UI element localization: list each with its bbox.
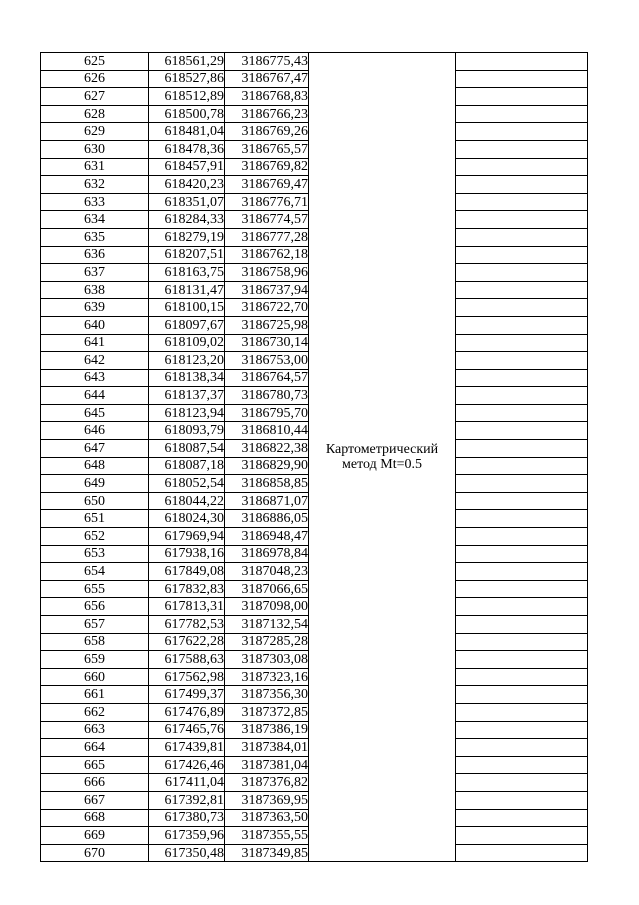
point-number-cell: 629 [41, 123, 149, 141]
empty-cell [456, 616, 588, 634]
y-coordinate-cell: 3187363,50 [225, 809, 309, 827]
empty-cell [456, 264, 588, 282]
point-number-cell: 641 [41, 334, 149, 352]
empty-cell [456, 668, 588, 686]
y-coordinate-cell: 3186758,96 [225, 264, 309, 282]
empty-cell [456, 510, 588, 528]
x-coordinate-cell: 618163,75 [149, 264, 225, 282]
empty-cell [456, 651, 588, 669]
x-coordinate-cell: 618100,15 [149, 299, 225, 317]
y-coordinate-cell: 3187285,28 [225, 633, 309, 651]
x-coordinate-cell: 618207,51 [149, 246, 225, 264]
x-coordinate-cell: 618527,86 [149, 70, 225, 88]
empty-cell [456, 844, 588, 862]
empty-cell [456, 528, 588, 546]
empty-cell [456, 369, 588, 387]
x-coordinate-cell: 618420,23 [149, 176, 225, 194]
x-coordinate-cell: 618138,34 [149, 369, 225, 387]
empty-cell [456, 88, 588, 106]
x-coordinate-cell: 617392,81 [149, 791, 225, 809]
table-row [41, 53, 588, 71]
y-coordinate-cell: 3186769,82 [225, 158, 309, 176]
empty-cell [456, 563, 588, 581]
empty-cell [456, 281, 588, 299]
x-coordinate-cell: 617832,83 [149, 580, 225, 598]
y-coordinate-cell: 3187355,55 [225, 827, 309, 845]
y-coordinate-cell: 3186777,28 [225, 228, 309, 246]
point-number-cell: 628 [41, 105, 149, 123]
x-coordinate-cell: 618097,67 [149, 316, 225, 334]
empty-cell [456, 457, 588, 475]
x-coordinate-cell: 618137,37 [149, 387, 225, 405]
x-coordinate-cell: 618093,79 [149, 422, 225, 440]
empty-cell [456, 422, 588, 440]
point-number-cell: 667 [41, 791, 149, 809]
x-coordinate-cell: 617411,04 [149, 774, 225, 792]
empty-cell [456, 334, 588, 352]
point-number-cell: 631 [41, 158, 149, 176]
x-coordinate-cell: 618500,78 [149, 105, 225, 123]
empty-cell [456, 70, 588, 88]
point-number-cell: 640 [41, 316, 149, 334]
y-coordinate-cell: 3187098,00 [225, 598, 309, 616]
y-coordinate-cell: 3186776,71 [225, 193, 309, 211]
y-coordinate-cell: 3186765,57 [225, 140, 309, 158]
y-coordinate-cell: 3187323,16 [225, 668, 309, 686]
x-coordinate-cell: 617439,81 [149, 739, 225, 757]
coordinates-table-body [41, 53, 588, 862]
x-coordinate-cell: 617350,48 [149, 844, 225, 862]
x-coordinate-cell: 618284,33 [149, 211, 225, 229]
point-number-cell: 626 [41, 70, 149, 88]
empty-cell [456, 53, 588, 71]
x-coordinate-cell: 617588,63 [149, 651, 225, 669]
y-coordinate-cell: 3186769,47 [225, 176, 309, 194]
y-coordinate-cell: 3186858,85 [225, 475, 309, 493]
point-number-cell: 648 [41, 457, 149, 475]
point-number-cell: 639 [41, 299, 149, 317]
point-number-cell: 635 [41, 228, 149, 246]
x-coordinate-cell: 617622,28 [149, 633, 225, 651]
empty-cell [456, 316, 588, 334]
y-coordinate-cell: 3187369,95 [225, 791, 309, 809]
y-coordinate-cell: 3186725,98 [225, 316, 309, 334]
point-number-cell: 625 [41, 53, 149, 71]
empty-cell [456, 140, 588, 158]
point-number-cell: 637 [41, 264, 149, 282]
point-number-cell: 651 [41, 510, 149, 528]
coordinates-table [40, 52, 588, 862]
y-coordinate-cell: 3186768,83 [225, 88, 309, 106]
empty-cell [456, 492, 588, 510]
x-coordinate-cell: 617813,31 [149, 598, 225, 616]
point-number-cell: 660 [41, 668, 149, 686]
y-coordinate-cell: 3186737,94 [225, 281, 309, 299]
x-coordinate-cell: 618351,07 [149, 193, 225, 211]
point-number-cell: 649 [41, 475, 149, 493]
point-number-cell: 645 [41, 404, 149, 422]
x-coordinate-cell: 618087,54 [149, 440, 225, 458]
y-coordinate-cell: 3187048,23 [225, 563, 309, 581]
method-cell [309, 53, 456, 862]
empty-cell [456, 404, 588, 422]
y-coordinate-cell: 3187303,08 [225, 651, 309, 669]
x-coordinate-cell: 618087,18 [149, 457, 225, 475]
empty-cell [456, 545, 588, 563]
x-coordinate-cell: 618044,22 [149, 492, 225, 510]
x-coordinate-cell: 617476,89 [149, 703, 225, 721]
point-number-cell: 668 [41, 809, 149, 827]
point-number-cell: 665 [41, 756, 149, 774]
x-coordinate-cell: 617969,94 [149, 528, 225, 546]
x-coordinate-cell: 618123,94 [149, 404, 225, 422]
point-number-cell: 659 [41, 651, 149, 669]
point-number-cell: 666 [41, 774, 149, 792]
x-coordinate-cell: 617380,73 [149, 809, 225, 827]
empty-cell [456, 352, 588, 370]
x-coordinate-cell: 618131,47 [149, 281, 225, 299]
x-coordinate-cell: 618457,91 [149, 158, 225, 176]
x-coordinate-cell: 618279,19 [149, 228, 225, 246]
empty-cell [456, 739, 588, 757]
point-number-cell: 630 [41, 140, 149, 158]
empty-cell [456, 211, 588, 229]
y-coordinate-cell: 3187356,30 [225, 686, 309, 704]
point-number-cell: 664 [41, 739, 149, 757]
y-coordinate-cell: 3187372,85 [225, 703, 309, 721]
empty-cell [456, 756, 588, 774]
point-number-cell: 654 [41, 563, 149, 581]
empty-cell [456, 703, 588, 721]
y-coordinate-cell: 3186810,44 [225, 422, 309, 440]
empty-cell [456, 387, 588, 405]
x-coordinate-cell: 617499,37 [149, 686, 225, 704]
x-coordinate-cell: 617938,16 [149, 545, 225, 563]
point-number-cell: 642 [41, 352, 149, 370]
y-coordinate-cell: 3186774,57 [225, 211, 309, 229]
empty-cell [456, 475, 588, 493]
x-coordinate-cell: 618478,36 [149, 140, 225, 158]
point-number-cell: 655 [41, 580, 149, 598]
y-coordinate-cell: 3187386,19 [225, 721, 309, 739]
y-coordinate-cell: 3186871,07 [225, 492, 309, 510]
point-number-cell: 650 [41, 492, 149, 510]
empty-cell [456, 228, 588, 246]
empty-cell [456, 721, 588, 739]
point-number-cell: 638 [41, 281, 149, 299]
x-coordinate-cell: 617426,46 [149, 756, 225, 774]
y-coordinate-cell: 3186767,47 [225, 70, 309, 88]
point-number-cell: 643 [41, 369, 149, 387]
point-number-cell: 653 [41, 545, 149, 563]
x-coordinate-cell: 617465,76 [149, 721, 225, 739]
empty-cell [456, 598, 588, 616]
empty-cell [456, 440, 588, 458]
point-number-cell: 661 [41, 686, 149, 704]
empty-cell [456, 580, 588, 598]
x-coordinate-cell: 618561,29 [149, 53, 225, 71]
point-number-cell: 670 [41, 844, 149, 862]
empty-cell [456, 633, 588, 651]
y-coordinate-cell: 3186775,43 [225, 53, 309, 71]
x-coordinate-cell: 618481,04 [149, 123, 225, 141]
point-number-cell: 633 [41, 193, 149, 211]
method-label-line1: Картометрический [325, 442, 439, 458]
empty-cell [456, 809, 588, 827]
point-number-cell: 634 [41, 211, 149, 229]
y-coordinate-cell: 3186780,73 [225, 387, 309, 405]
point-number-cell: 663 [41, 721, 149, 739]
y-coordinate-cell: 3187066,65 [225, 580, 309, 598]
point-number-cell: 646 [41, 422, 149, 440]
y-coordinate-cell: 3187349,85 [225, 844, 309, 862]
point-number-cell: 669 [41, 827, 149, 845]
point-number-cell: 652 [41, 528, 149, 546]
y-coordinate-cell: 3186886,05 [225, 510, 309, 528]
empty-cell [456, 299, 588, 317]
empty-cell [456, 105, 588, 123]
point-number-cell: 632 [41, 176, 149, 194]
point-number-cell: 658 [41, 633, 149, 651]
x-coordinate-cell: 617562,98 [149, 668, 225, 686]
y-coordinate-cell: 3186978,84 [225, 545, 309, 563]
y-coordinate-cell: 3187381,04 [225, 756, 309, 774]
empty-cell [456, 193, 588, 211]
y-coordinate-cell: 3187376,82 [225, 774, 309, 792]
point-number-cell: 644 [41, 387, 149, 405]
point-number-cell: 627 [41, 88, 149, 106]
x-coordinate-cell: 617849,08 [149, 563, 225, 581]
empty-cell [456, 686, 588, 704]
point-number-cell: 657 [41, 616, 149, 634]
empty-cell [456, 246, 588, 264]
y-coordinate-cell: 3186764,57 [225, 369, 309, 387]
y-coordinate-cell: 3186829,90 [225, 457, 309, 475]
y-coordinate-cell: 3186795,70 [225, 404, 309, 422]
y-coordinate-cell: 3186822,38 [225, 440, 309, 458]
point-number-cell: 656 [41, 598, 149, 616]
x-coordinate-cell: 618109,02 [149, 334, 225, 352]
empty-cell [456, 123, 588, 141]
x-coordinate-cell: 618024,30 [149, 510, 225, 528]
y-coordinate-cell: 3186766,23 [225, 105, 309, 123]
point-number-cell: 636 [41, 246, 149, 264]
empty-cell [456, 176, 588, 194]
y-coordinate-cell: 3187384,01 [225, 739, 309, 757]
empty-cell [456, 774, 588, 792]
empty-cell [456, 791, 588, 809]
y-coordinate-cell: 3186948,47 [225, 528, 309, 546]
y-coordinate-cell: 3186769,26 [225, 123, 309, 141]
empty-cell [456, 158, 588, 176]
point-number-cell: 662 [41, 703, 149, 721]
x-coordinate-cell: 617782,53 [149, 616, 225, 634]
y-coordinate-cell: 3187132,54 [225, 616, 309, 634]
empty-cell [456, 827, 588, 845]
y-coordinate-cell: 3186722,70 [225, 299, 309, 317]
y-coordinate-cell: 3186753,00 [225, 352, 309, 370]
x-coordinate-cell: 617359,96 [149, 827, 225, 845]
x-coordinate-cell: 618052,54 [149, 475, 225, 493]
y-coordinate-cell: 3186762,18 [225, 246, 309, 264]
y-coordinate-cell: 3186730,14 [225, 334, 309, 352]
point-number-cell: 647 [41, 440, 149, 458]
method-label-line2: метод Mt=0.5 [342, 457, 422, 473]
x-coordinate-cell: 618512,89 [149, 88, 225, 106]
x-coordinate-cell: 618123,20 [149, 352, 225, 370]
